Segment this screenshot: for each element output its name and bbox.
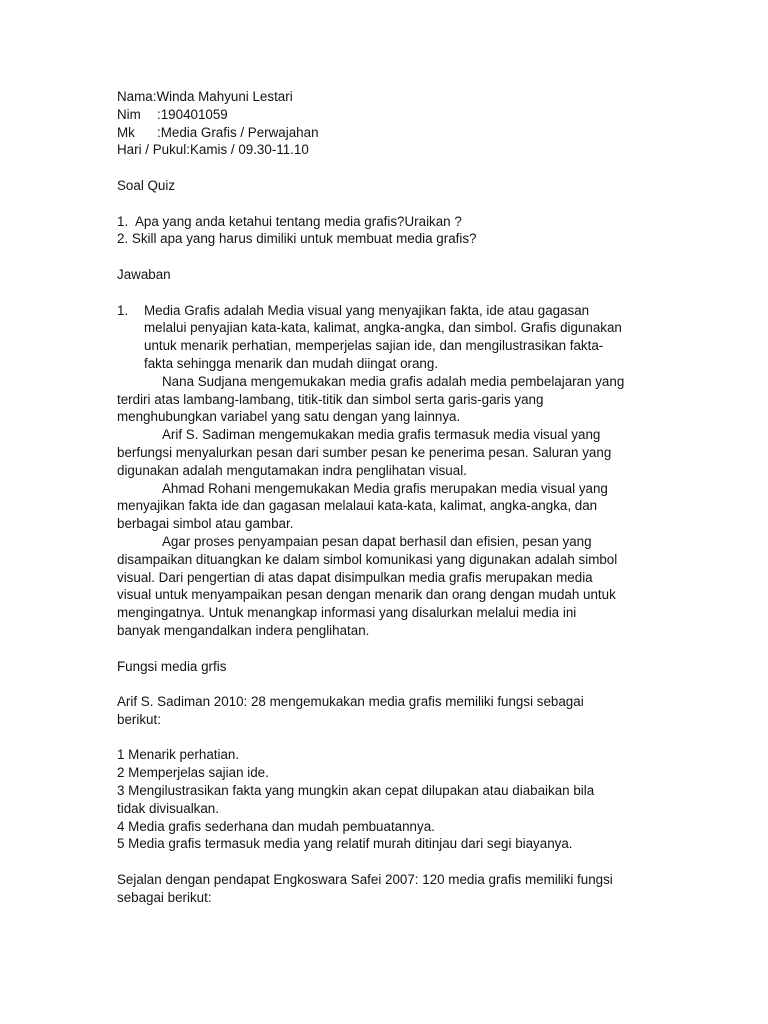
answer-line: fakta sehingga menarik dan mudah diingat orang. bbox=[144, 355, 439, 371]
header-value: Winda Mahyuni Lestari bbox=[156, 89, 293, 104]
paragraph-line: menyajikan fakta ide dan gagasan melalaui kata-kata, kalimat, angka-angka, dan bbox=[117, 498, 598, 514]
paragraph-arif-sadiman bbox=[117, 426, 657, 479]
list-item: tidak divisualkan. bbox=[117, 800, 219, 816]
answer-title: Jawaban bbox=[117, 266, 171, 282]
paragraph-conclusion bbox=[117, 533, 657, 640]
header-value: Media Grafis / Perwajahan bbox=[160, 124, 319, 140]
answer-number: 1. bbox=[117, 302, 129, 318]
header-separator: : bbox=[157, 124, 161, 140]
answer-text bbox=[144, 302, 657, 373]
paragraph-line: visual. Dari pengertian di atas dapat disimpulkan media grafis merupakan media bbox=[117, 569, 593, 585]
list-item: 1 Menarik perhatian. bbox=[117, 747, 240, 763]
paragraph-line: banyak mengandalkan indera penglihatan. bbox=[117, 622, 370, 638]
answer-line: Media Grafis adalah Media visual yang menyajikan fakta, ide atau gagasan bbox=[144, 302, 590, 318]
answer-1 bbox=[117, 302, 657, 373]
quiz-title: Soal Quiz bbox=[117, 177, 176, 193]
header-label: Mk bbox=[117, 124, 135, 140]
paragraph-first-line: Agar proses penyampaian pesan dapat berhasil dan efisien, pesan yang bbox=[162, 533, 592, 549]
question-2: 2. Skill apa yang harus dimiliki untuk membuat media grafis? bbox=[117, 231, 477, 247]
question-1 bbox=[117, 213, 657, 231]
list-item: 4 Media grafis sederhana dan mudah pembuatannya. bbox=[117, 818, 435, 834]
paragraph-line: berfungsi menyalurkan pesan dari sumber pesan ke penerima pesan. Saluran yang bbox=[117, 444, 612, 460]
paragraph-line: berbagai simbol atau gambar. bbox=[117, 516, 294, 532]
fungsi-list bbox=[117, 746, 657, 853]
header-value: 190401059 bbox=[160, 106, 228, 122]
paragraph-line: terdiri atas lambang-lambang, titik-titik dan simbol serta garis-garis yang bbox=[117, 391, 544, 407]
document-body bbox=[117, 88, 657, 907]
header-nama bbox=[117, 88, 657, 106]
header-label: Nim bbox=[117, 106, 141, 122]
question-number: 1. bbox=[117, 213, 129, 229]
paragraph-first-line: Nana Sudjana mengemukakan media grafis adalah media pembelajaran yang bbox=[162, 373, 625, 389]
question-text: Apa yang anda ketahui tentang media grafis?Uraikan ? bbox=[135, 213, 462, 229]
paragraph-first-line: Ahmad Rohani mengemukakan Media grafis merupakan media visual yang bbox=[162, 480, 608, 496]
header-value: Kamis / 09.30-11.10 bbox=[189, 142, 309, 158]
header-separator: : bbox=[157, 106, 161, 122]
list-item: 5 Media grafis termasuk media yang relatif murah ditinjau dari segi biayanya. bbox=[117, 836, 573, 852]
fungsi-intro-line: berikut: bbox=[117, 711, 161, 727]
answer-line: untuk menarik perhatian, memperjelas sajian ide, dan mengilustrasikan fakta- bbox=[144, 338, 604, 354]
list-item: 3 Mengilustrasikan fakta yang mungkin akan cepat dilupakan atau diabaikan bila bbox=[117, 783, 595, 799]
header-mk bbox=[117, 124, 657, 142]
paragraph-first-line: Arif S. Sadiman mengemukakan media grafis termasuk media visual yang bbox=[162, 427, 601, 443]
answer-line: melalui penyajian kata-kata, kalimat, angka-angka, dan simbol. Grafis digunakan bbox=[144, 320, 622, 336]
list-item: 2 Memperjelas sajian ide. bbox=[117, 765, 269, 781]
fungsi-intro-line: Arif S. Sadiman 2010: 28 mengemukakan media grafis memiliki fungsi sebagai bbox=[117, 694, 584, 710]
paragraph-nana-sudjana bbox=[117, 373, 657, 426]
header-separator: : bbox=[186, 142, 190, 158]
paragraph-line: disampaikan dituangkan ke dalam simbol komunikasi yang digunakan adalah simbol bbox=[117, 551, 618, 567]
closing-line: sebagai berikut: bbox=[117, 889, 212, 905]
paragraph-line: digunakan adalah mengutamakan indra penglihatan visual. bbox=[117, 462, 467, 478]
paragraph-line: menghubungkan variabel yang satu dengan yang lainnya. bbox=[117, 409, 461, 425]
paragraph-line: mengingatnya. Untuk menangkap informasi yang disalurkan melalui media ini bbox=[117, 605, 577, 621]
paragraph-line: visual untuk menyampaikan pesan dengan menarik dan orang dengan mudah untuk bbox=[117, 587, 616, 603]
header-label: Nama bbox=[117, 89, 153, 104]
header-hari bbox=[117, 141, 657, 159]
header-label: Hari / Pukul bbox=[117, 142, 187, 158]
fungsi-title: Fungsi media grfis bbox=[117, 658, 227, 674]
paragraph-ahmad-rohani bbox=[117, 480, 657, 533]
header-nim bbox=[117, 106, 657, 124]
header-separator: : bbox=[152, 89, 157, 104]
closing-line: Sejalan dengan pendapat Engkoswara Safei 2007: 120 media grafis memiliki fungsi bbox=[117, 872, 613, 888]
